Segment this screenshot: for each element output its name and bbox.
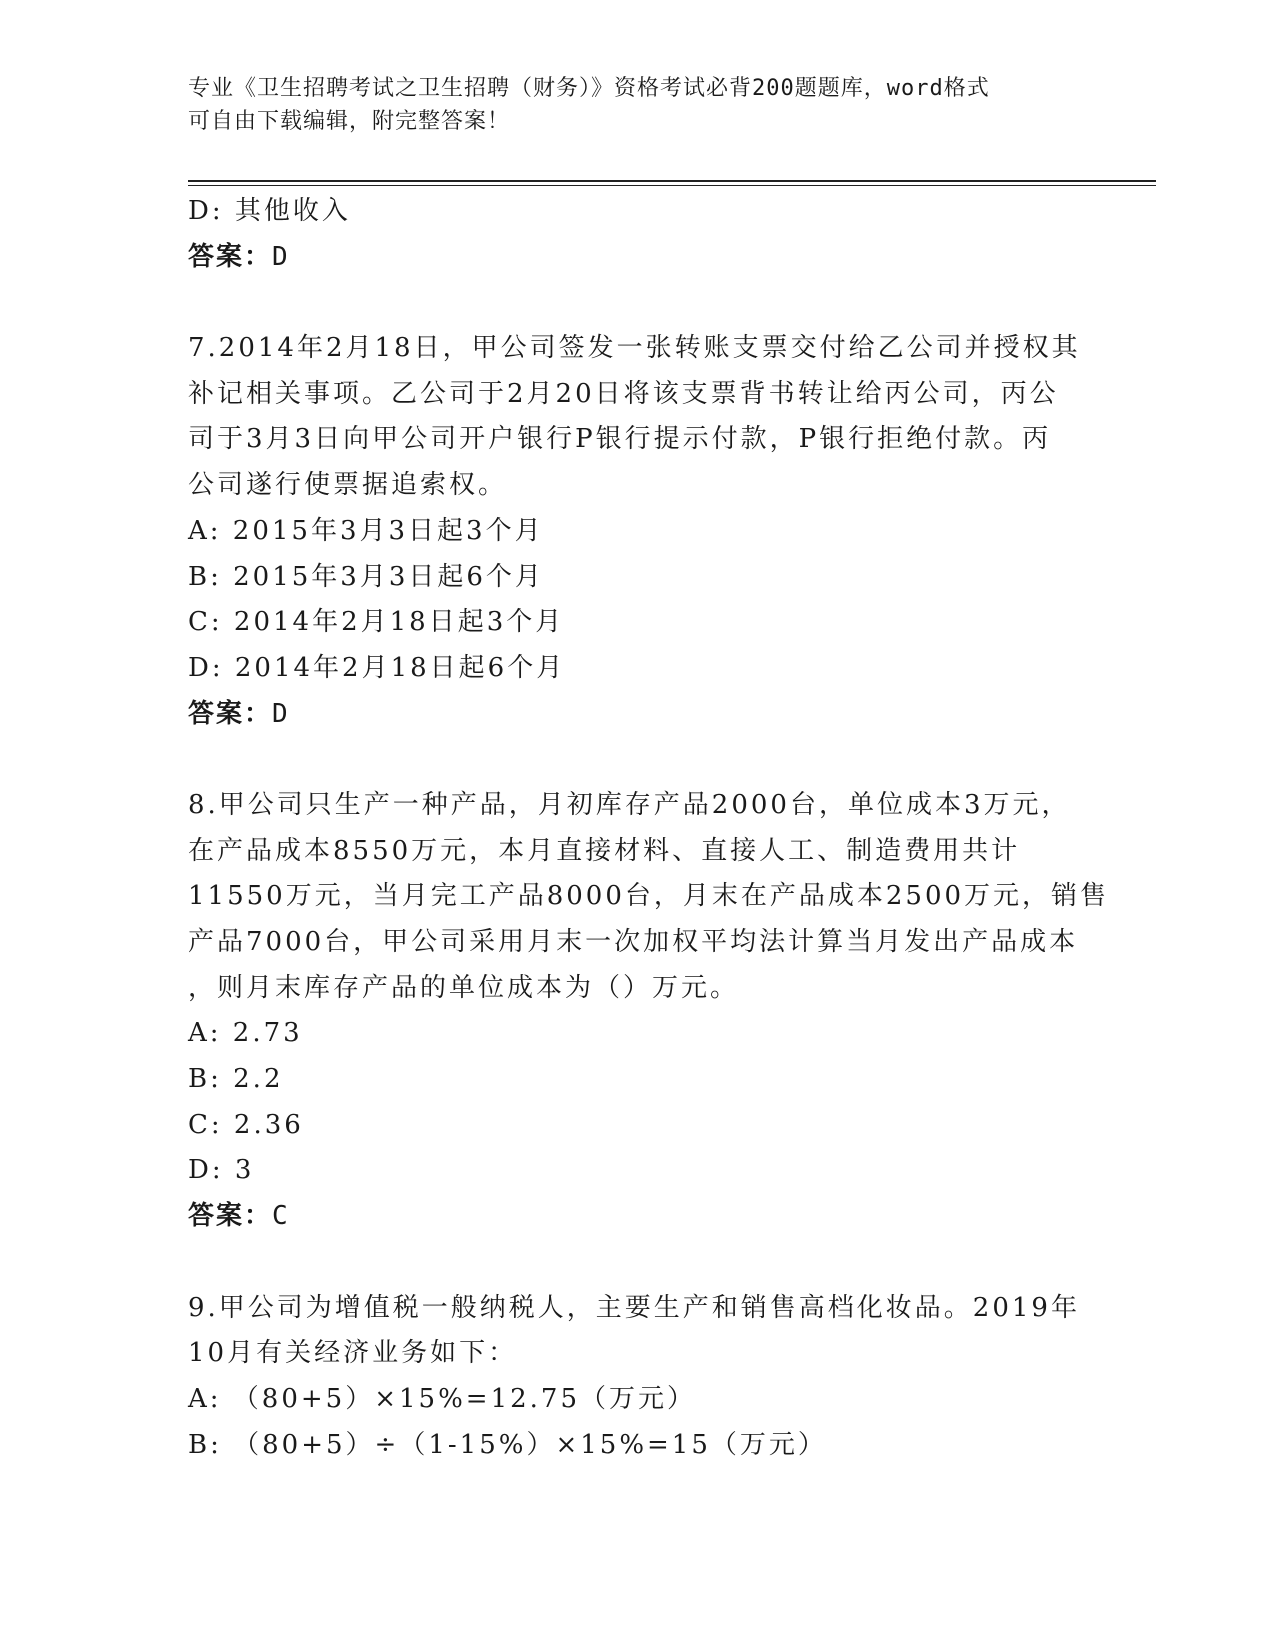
option-c: C: 2014年2月18日起3个月 xyxy=(188,607,565,638)
answer-line xyxy=(188,692,1088,738)
question-text-line: 8.甲公司只生产一种产品，月初库存产品2000台，单位成本3万元， xyxy=(188,789,1071,820)
answer-value: D xyxy=(272,241,290,272)
option-b: B: 2.2 xyxy=(188,1064,284,1095)
question-text-line: 在产品成本8550万元，本月直接材料、直接人工、制造费用共计 xyxy=(188,835,1021,866)
header-divider-thin xyxy=(188,185,1156,186)
answer-label: 答案： xyxy=(188,698,273,729)
question-text-line: 9.甲公司为增值税一般纳税人，主要生产和销售高档化妆品。2019年 xyxy=(188,1292,1080,1323)
spacer xyxy=(188,280,1088,326)
spacer xyxy=(188,1240,1088,1286)
option-d: D: 其他收入 xyxy=(188,196,351,226)
spacer xyxy=(188,737,1088,783)
question-9 xyxy=(188,1286,1088,1469)
document-body xyxy=(188,189,1110,1468)
option-b: B: 2015年3月3日起6个月 xyxy=(188,561,544,592)
option-a: A: 2015年3月3日起3个月 xyxy=(188,515,544,546)
option-d: D: 3 xyxy=(188,1155,255,1186)
question-text-line: 产品7000台，甲公司采用月末一次加权平均法计算当月发出产品成本 xyxy=(188,927,1079,957)
answer-value: C xyxy=(272,1201,290,1232)
answer-value: D xyxy=(272,698,290,729)
answer-label: 答案： xyxy=(188,1201,273,1232)
question-text-line: 司于3月3日向甲公司开户银行P银行提示付款，P银行拒绝付款。丙 xyxy=(188,424,1052,455)
header-line-1: 专业《卫生招聘考试之卫生招聘（财务）》资格考试必背200题题库，word格式 xyxy=(188,76,990,101)
answer-label: 答案： xyxy=(188,241,273,272)
option-c: C: 2.36 xyxy=(188,1109,304,1140)
option-d: D: 2014年2月18日起6个月 xyxy=(188,652,566,683)
header-divider-thick xyxy=(188,180,1156,182)
answer-line xyxy=(188,1194,1088,1240)
document-header xyxy=(188,72,1088,138)
question-7 xyxy=(188,326,1088,737)
question-text-line: 11550万元，当月完工产品8000台，月末在产品成本2500万元，销售 xyxy=(188,881,1110,912)
question-text-line: 公司遂行使票据追索权。 xyxy=(188,470,508,501)
question-text-line: 10月有关经济业务如下： xyxy=(188,1338,518,1369)
answer-line xyxy=(188,235,1088,281)
question-8 xyxy=(188,783,1110,1240)
option-a: A: （80+5）×15%=12.75（万元） xyxy=(188,1383,697,1414)
previous-question-tail xyxy=(188,189,1088,280)
question-text-line: 补记相关事项。乙公司于2月20日将该支票背书转让给丙公司，丙公 xyxy=(188,378,1059,409)
option-b: B: （80+5）÷（1-15%）×15%=15（万元） xyxy=(188,1429,827,1460)
header-line-2: 可自由下载编辑，附完整答案！ xyxy=(188,109,511,134)
question-text-line: 7.2014年2月18日，甲公司签发一张转账支票交付给乙公司并授权其 xyxy=(188,333,1081,364)
option-a: A: 2.73 xyxy=(188,1018,303,1049)
question-text-line: ，则月末库存产品的单位成本为（）万元。 xyxy=(188,972,740,1003)
